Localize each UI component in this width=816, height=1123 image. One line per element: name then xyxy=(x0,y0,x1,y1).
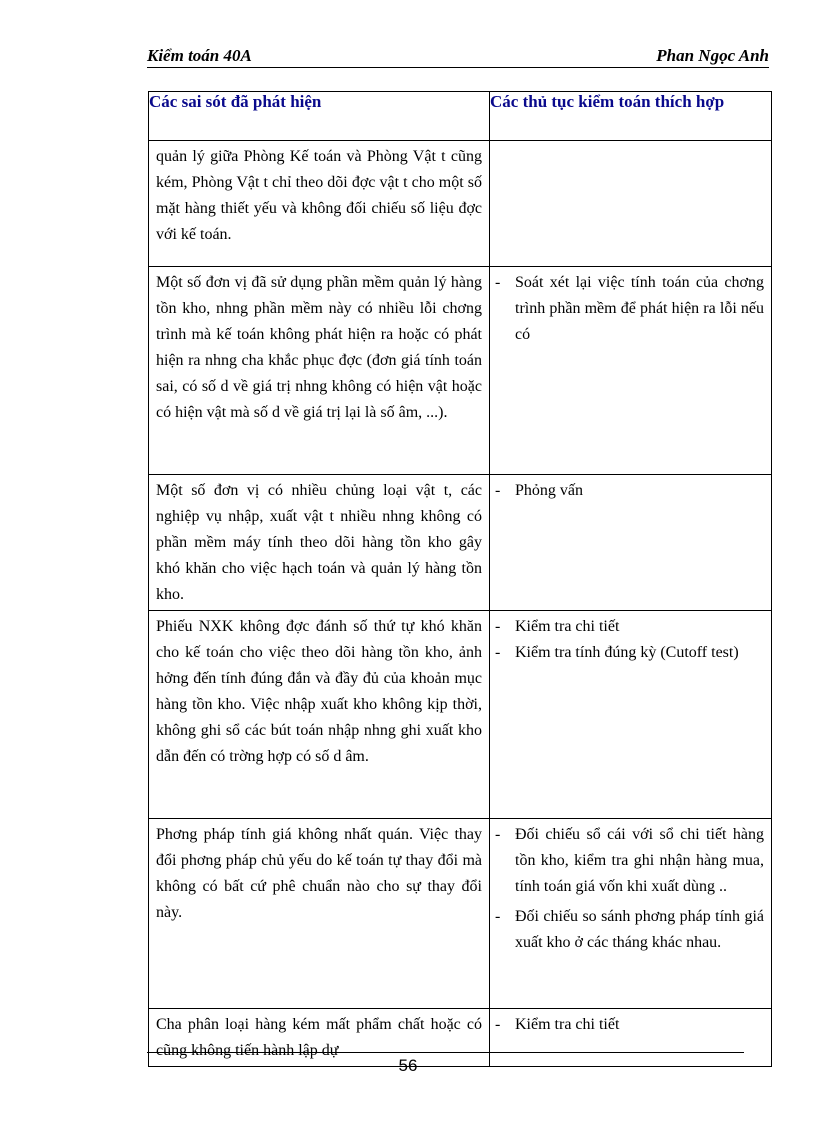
procedure-text: Kiểm tra chi tiết xyxy=(515,1016,620,1033)
dash-bullet-icon: - xyxy=(495,482,501,499)
procedure-item xyxy=(495,478,764,504)
error-text: Một số đơn vị có nhiều chủng loại vật t, các nghiệp vụ nhập, xuất vật t nhiều nhng không có phần mềm máy tính theo dõi hàng tồn kho gây khó khăn cho việc hạch toán và quản lý hàng tồn kho. xyxy=(156,482,482,603)
error-cell xyxy=(149,475,490,611)
error-text: Một số đơn vị đã sử dụng phần mềm quản lý hàng tồn kho, nhng phần mềm này có nhiều lỗi chơng trình mà kế toán không phát hiện ra hoặc có phát hiện ra nhng cha khắc phục đợc (đơn giá tính toán sai, có số d về giá trị nhng không có hiện vật hoặc có hiện vật mà số d về giá trị lại là số âm, ...). xyxy=(156,274,482,421)
procedure-item xyxy=(495,822,764,900)
header-rule xyxy=(147,67,769,68)
procedure-cell xyxy=(490,141,772,267)
procedure-item xyxy=(495,640,764,666)
audit-table xyxy=(148,91,772,1067)
procedure-text: Đối chiếu sổ cái với sổ chi tiết hàng tồn kho, kiểm tra ghi nhận hàng mua, tính toán giá vốn khi xuất dùng .. xyxy=(515,826,764,895)
column-header-procedures: Các thủ tục kiểm toán thích hợp xyxy=(490,92,772,141)
table-row xyxy=(149,475,772,611)
column-header-errors: Các sai sót đã phát hiện xyxy=(149,92,490,141)
dash-bullet-icon: - xyxy=(495,618,501,635)
procedure-item xyxy=(495,614,764,640)
procedure-list xyxy=(490,611,771,668)
header-author-name: Phan Ngọc Anh xyxy=(656,46,769,65)
procedure-text: Soát xét lại việc tính toán của chơng trình phần mềm để phát hiện ra lỗi nếu có xyxy=(515,274,764,343)
error-text: quản lý giữa Phòng Kế toán và Phòng Vật t cũng kém, Phòng Vật t chỉ theo dõi đợc vật t cho một số mặt hàng thiết yếu và không đối chiếu số liệu đợc với kế toán. xyxy=(156,148,482,243)
procedure-item xyxy=(495,1012,764,1038)
procedure-text: Kiểm tra tính đúng kỳ (Cutoff test) xyxy=(515,644,739,661)
procedure-item xyxy=(495,904,764,956)
error-cell xyxy=(149,611,490,819)
header-course-title: Kiểm toán 40A xyxy=(147,46,252,65)
procedure-list xyxy=(490,267,771,350)
procedure-cell xyxy=(490,819,772,1009)
error-text: Phơng pháp tính giá không nhất quán. Việc thay đổi phơng pháp chủ yếu do kế toán tự thay đổi mà không có bất cứ phê chuẩn nào cho sự thay đổi này. xyxy=(156,826,482,921)
dash-bullet-icon: - xyxy=(495,644,501,661)
table-row xyxy=(149,611,772,819)
dash-bullet-icon: - xyxy=(495,826,501,843)
procedure-text: Kiểm tra chi tiết xyxy=(515,618,620,635)
error-cell xyxy=(149,267,490,475)
procedure-text: Phỏng vấn xyxy=(515,482,583,499)
procedure-cell xyxy=(490,475,772,611)
error-text: Phiếu NXK không đợc đánh số thứ tự khó khăn cho kế toán cho việc theo dõi hàng tồn kho, ảnh hởng đến tính đúng đắn và đầy đủ của khoản mục hàng tồn kho. Việc nhập xuất kho không kịp thời, không ghi sổ các bút toán nhập nhng ghi xuất kho dẫn đến có trờng hợp có số d âm. xyxy=(156,618,482,765)
procedure-item xyxy=(495,270,764,348)
error-text: Cha phân loại hàng kém mất phẩm chất hoặc có cũng không tiến hành lập dự xyxy=(156,1016,482,1059)
dash-bullet-icon: - xyxy=(495,274,501,291)
page-number: 56 xyxy=(398,1056,418,1075)
procedure-cell xyxy=(490,267,772,475)
procedure-list xyxy=(490,819,771,958)
table-header-row xyxy=(149,92,772,141)
procedure-list xyxy=(490,1009,771,1040)
procedure-text: Đối chiếu so sánh phơng pháp tính giá xuất kho ở các tháng khác nhau. xyxy=(515,908,764,951)
table-row xyxy=(149,819,772,1009)
table-row xyxy=(149,267,772,475)
error-cell xyxy=(149,819,490,1009)
dash-bullet-icon: - xyxy=(495,908,501,925)
dash-bullet-icon: - xyxy=(495,1016,501,1033)
procedure-cell xyxy=(490,611,772,819)
procedure-list xyxy=(490,475,771,506)
error-cell xyxy=(149,141,490,267)
footer-rule xyxy=(147,1052,744,1053)
table-row xyxy=(149,141,772,267)
page-header xyxy=(147,46,769,66)
